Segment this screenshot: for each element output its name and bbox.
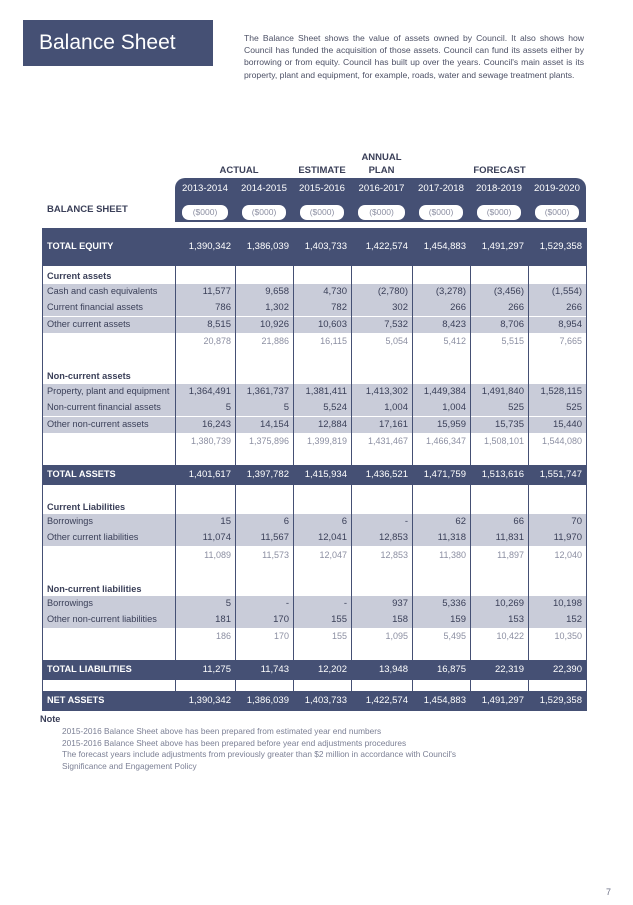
table-cell: 16,875 — [436, 664, 466, 675]
year-header: 2015-2016 — [299, 183, 345, 194]
year-header: 2017-2018 — [418, 183, 464, 194]
table-cell: 155 — [331, 631, 347, 641]
table-cell: 1,386,039 — [246, 695, 289, 706]
table-cell: 937 — [392, 598, 408, 609]
table-cell: 1,422,574 — [365, 241, 408, 252]
table-cell: 1,491,297 — [481, 241, 524, 252]
unit-label: ($000) — [242, 205, 286, 220]
table-cell: 14,154 — [259, 419, 289, 430]
table-cell: 11,743 — [260, 664, 289, 675]
table-cell: 9,658 — [265, 286, 289, 297]
column-divider — [351, 228, 352, 711]
column-divider — [235, 228, 236, 711]
table-cell: 1,095 — [385, 631, 408, 641]
column-divider — [528, 228, 529, 711]
page-number: 7 — [605, 887, 611, 897]
table-cell: 153 — [508, 614, 524, 625]
year-header: 2018-2019 — [476, 183, 522, 194]
table-cell: 4,730 — [323, 286, 347, 297]
table-cell: 11,074 — [202, 532, 231, 543]
row-label: Cash and cash equivalents — [47, 286, 158, 296]
group-annual-plan: ANNUAL PLAN — [361, 152, 402, 176]
unit-label: ($000) — [300, 205, 344, 220]
table-cell: 1,529,358 — [539, 241, 582, 252]
table-cell: 11,567 — [260, 532, 289, 543]
table-cell: 12,041 — [317, 532, 347, 543]
table-cell: 5 — [283, 402, 289, 413]
table-cell: 181 — [215, 614, 231, 625]
table-cell: 1,397,782 — [246, 469, 289, 480]
table-cell: 11,089 — [204, 550, 231, 560]
table-cell: 1,508,101 — [483, 436, 524, 446]
table-cell: 22,319 — [494, 664, 524, 675]
unit-label: ($000) — [535, 205, 579, 220]
table-cell: (3,278) — [435, 286, 466, 297]
table-cell: 11,275 — [202, 664, 231, 675]
table-cell: 10,198 — [552, 598, 582, 609]
table-cell: 5,054 — [385, 336, 408, 346]
table-cell: 186 — [215, 631, 231, 641]
table-cell: 1,544,080 — [541, 436, 582, 446]
table-cell: 12,047 — [319, 550, 347, 560]
table-cell: 11,577 — [202, 286, 231, 297]
row-label: TOTAL LIABILITIES — [47, 664, 132, 674]
table-cell: 10,269 — [494, 598, 524, 609]
table-cell: 525 — [566, 402, 582, 413]
table-cell: 15,959 — [436, 419, 466, 430]
column-divider — [42, 228, 43, 711]
note-item: 2015-2016 Balance Sheet above has been prepared from estimated year end numbers — [62, 725, 382, 736]
row-label: TOTAL EQUITY — [47, 241, 114, 251]
table-cell: 10,422 — [496, 631, 524, 641]
table-cell: 17,161 — [378, 419, 408, 430]
page-title: Balance Sheet — [39, 31, 176, 54]
table-cell: 1,390,342 — [188, 241, 231, 252]
year-header: 2014-2015 — [241, 183, 287, 194]
table-cell: 8,706 — [500, 319, 524, 330]
table-cell: 5,336 — [442, 598, 466, 609]
table-cell: 1,466,347 — [425, 436, 466, 446]
table-cell: 8,515 — [207, 319, 231, 330]
table-cell: 20,878 — [203, 336, 231, 346]
table-cell: 5,524 — [323, 402, 347, 413]
column-divider — [412, 228, 413, 711]
table-cell: 6 — [341, 516, 347, 527]
table-cell: 1,004 — [442, 402, 466, 413]
table-cell: 1,380,739 — [190, 436, 231, 446]
table-cell: 11,831 — [495, 532, 524, 543]
table-cell: 16,243 — [201, 419, 231, 430]
column-divider — [586, 228, 587, 711]
table-cell: 782 — [331, 302, 347, 313]
table-cell: 12,202 — [317, 664, 347, 675]
row-label: Current Liabilities — [47, 502, 126, 512]
table-cell: 11,970 — [553, 532, 582, 543]
table-cell: 12,884 — [317, 419, 347, 430]
note-item: 2015-2016 Balance Sheet above has been prepared before year end adjustments procedures — [62, 737, 407, 748]
unit-label: ($000) — [419, 205, 463, 220]
table-cell: 1,436,521 — [365, 469, 408, 480]
table-cell: 170 — [273, 631, 289, 641]
table-cell: 1,551,747 — [539, 469, 582, 480]
table-cell: - — [343, 598, 347, 609]
table-cell: 1,386,039 — [246, 241, 289, 252]
table-cell: 70 — [571, 516, 582, 527]
table-cell: 11,573 — [262, 550, 289, 560]
table-cell: 1,415,934 — [304, 469, 347, 480]
table-cell: 5,412 — [443, 336, 466, 346]
row-label: Other current assets — [47, 319, 131, 329]
table-cell: 1,422,574 — [365, 695, 408, 706]
table-cell: 11,318 — [437, 532, 466, 543]
table-cell: - — [285, 598, 289, 609]
notes — [40, 714, 460, 773]
table-cell: 7,532 — [384, 319, 408, 330]
table-cell: 21,886 — [261, 336, 289, 346]
table-cell: 8,954 — [558, 319, 582, 330]
intro-paragraph: The Balance Sheet shows the value of assets owned by Council. It also shows how Council has funded the acquisition of those assets. Council can fund its assets either by borrowing or from equity. Council has built up over the years. Council's main asset is its property, plant and equipment, for example, roads, water and sewage treatment plants. — [244, 33, 584, 80]
table-cell: 11,897 — [497, 550, 524, 560]
table-cell: - — [404, 516, 408, 527]
table-cell: 13,948 — [378, 664, 408, 675]
row-label: Other non-current liabilities — [47, 614, 157, 624]
table-cell: 62 — [455, 516, 466, 527]
table-cell: 1,454,883 — [423, 695, 466, 706]
table-cell: 1,454,883 — [423, 241, 466, 252]
table-cell: 1,491,297 — [481, 695, 524, 706]
table-cell: 16,115 — [320, 336, 347, 346]
table-cell: 22,390 — [552, 664, 582, 675]
table-cell: 15,735 — [494, 419, 524, 430]
column-divider — [175, 228, 176, 711]
table-cell: (2,780) — [377, 286, 408, 297]
table-cell: 302 — [392, 302, 408, 313]
row-label: Current financial assets — [47, 302, 144, 312]
table-cell: 8,423 — [442, 319, 466, 330]
unit-label: ($000) — [358, 205, 405, 220]
table-cell: 1,361,737 — [246, 386, 289, 397]
table-cell: 786 — [215, 302, 231, 313]
note-item: The forecast years include adjustments from previously greater than $2 million in accordance with Council's Significance and Engagement Policy — [62, 749, 457, 772]
table-cell: 5 — [225, 598, 231, 609]
table-cell: 5,515 — [501, 336, 524, 346]
table-cell: 1,403,733 — [304, 695, 347, 706]
table-cell: 1,491,840 — [481, 386, 524, 397]
table-cell: 5 — [225, 402, 231, 413]
group-estimate: ESTIMATE — [298, 165, 346, 176]
row-label: NET ASSETS — [47, 695, 105, 705]
table-cell: 15,440 — [552, 419, 582, 430]
table-cell: 12,853 — [378, 532, 408, 543]
row-label: Current assets — [47, 271, 112, 281]
row-label: Other non-current assets — [47, 419, 149, 429]
table-cell: 1,413,302 — [365, 386, 408, 397]
column-divider — [293, 228, 294, 711]
column-divider — [470, 228, 471, 711]
table-cell: 1,401,617 — [188, 469, 231, 480]
table-cell: 266 — [566, 302, 582, 313]
notes-heading: Note — [40, 714, 61, 724]
group-actual: ACTUAL — [219, 165, 259, 176]
table-cell: 159 — [450, 614, 466, 625]
table-cell: 5,495 — [443, 631, 466, 641]
table-cell: 1,390,342 — [188, 695, 231, 706]
table-cell: 1,302 — [265, 302, 289, 313]
table-cell: 1,381,411 — [305, 386, 347, 397]
table-cell: (1,554) — [551, 286, 582, 297]
group-forecast: FORECAST — [473, 165, 526, 176]
row-label: Non-current liabilities — [47, 584, 142, 594]
table-cell: 6 — [283, 516, 289, 527]
row-label: Borrowings — [47, 516, 93, 526]
row-label: TOTAL ASSETS — [47, 469, 116, 479]
year-header: 2019-2020 — [534, 183, 580, 194]
year-header: 2013-2014 — [182, 183, 228, 194]
table-cell: 1,399,819 — [306, 436, 347, 446]
table-cell: 1,471,759 — [423, 469, 466, 480]
year-header: 2016-2017 — [358, 183, 405, 194]
row-label: Borrowings — [47, 598, 93, 608]
page-title-box — [23, 20, 213, 66]
table-cell: (3,456) — [493, 286, 524, 297]
table-cell: 15 — [220, 516, 231, 527]
row-label: Non-current financial assets — [47, 402, 161, 412]
table-cell: 266 — [508, 302, 524, 313]
table-cell: 10,603 — [317, 319, 347, 330]
unit-label: ($000) — [182, 205, 228, 220]
row-label: Other current liabilities — [47, 532, 139, 542]
table-cell: 1,449,384 — [423, 386, 466, 397]
table-cell: 1,375,896 — [248, 436, 289, 446]
balance-sheet-label: BALANCE SHEET — [47, 204, 128, 215]
table-cell: 1,529,358 — [539, 695, 582, 706]
table-cell: 1,004 — [384, 402, 408, 413]
table-cell: 525 — [508, 402, 524, 413]
table-cell: 12,040 — [554, 550, 582, 560]
table-cell: 1,513,616 — [481, 469, 524, 480]
table-cell: 1,431,467 — [367, 436, 408, 446]
table-cell: 170 — [273, 614, 289, 625]
table-cell: 10,350 — [554, 631, 582, 641]
table-cell: 152 — [566, 614, 582, 625]
table-cell: 1,403,733 — [304, 241, 347, 252]
row-label: Non-current assets — [47, 371, 131, 381]
table-cell: 158 — [392, 614, 408, 625]
table-cell: 66 — [513, 516, 524, 527]
table-cell: 12,853 — [380, 550, 408, 560]
row-label: Property, plant and equipment — [47, 386, 170, 396]
table-cell: 155 — [331, 614, 347, 625]
table-cell: 10,926 — [259, 319, 289, 330]
table-cell: 266 — [450, 302, 466, 313]
table-cell: 7,665 — [559, 336, 582, 346]
table-cell: 1,528,115 — [540, 386, 582, 397]
table-cell: 1,364,491 — [188, 386, 231, 397]
unit-label: ($000) — [477, 205, 521, 220]
table-cell: 11,380 — [439, 550, 466, 560]
